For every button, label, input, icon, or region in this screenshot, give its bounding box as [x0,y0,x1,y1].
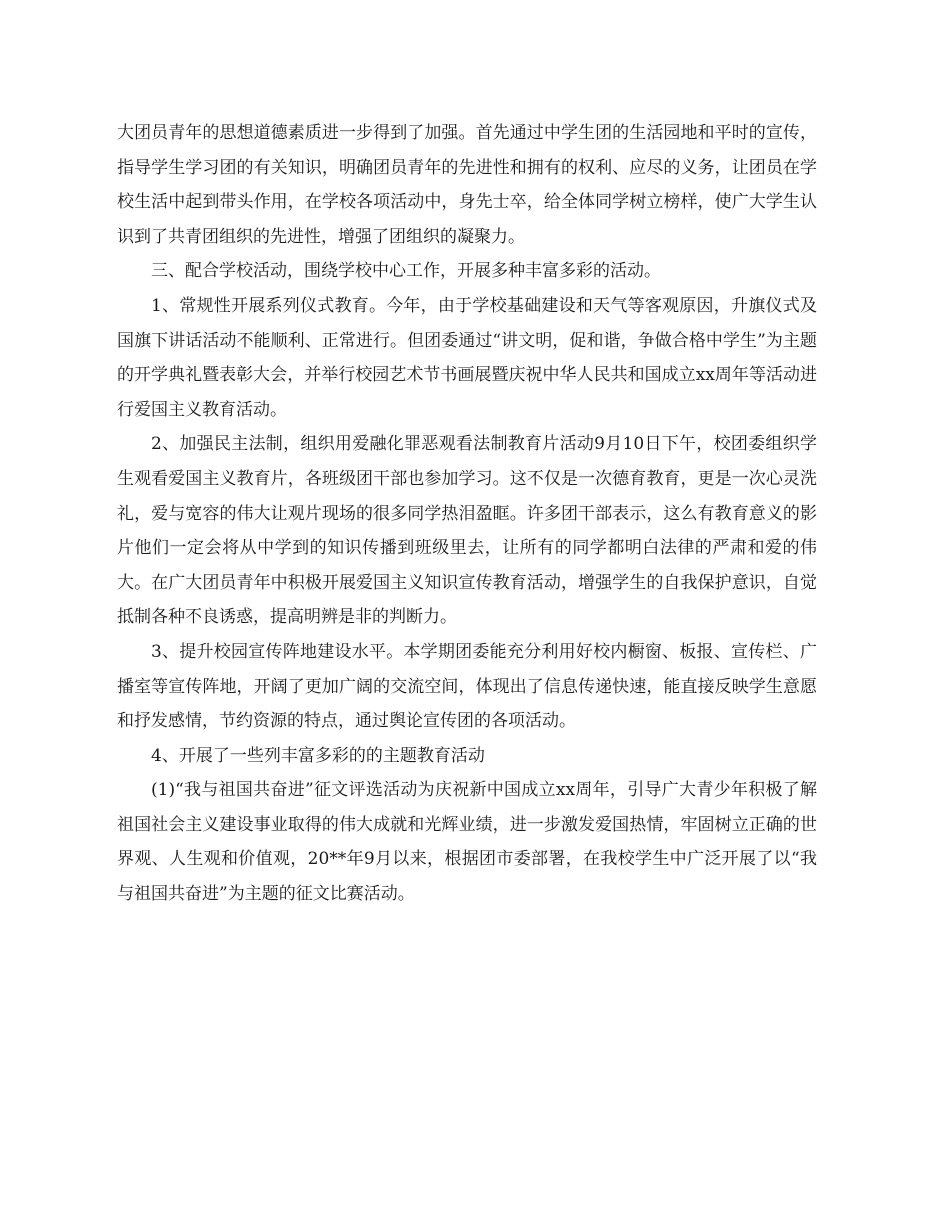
paragraph-continuation: 大团员青年的思想道德素质进一步得到了加强。首先通过中学生团的生活园地和平时的宣传，指导学生学习团的有关知识，明确团员青年的先进性和拥有的权利、应尽的义务，让团员在学校生活中起到带头作用，在学校各项活动中，身先士卒，给全体同学树立榜样，使广大学生认识到了共青团组织的先进性，增强了团组织的凝聚力。 [117,123,817,247]
document-body [117,116,817,912]
paragraph-item-1: 1、常规性开展系列仪式教育。今年，由于学校基础建设和天气等客观原因，升旗仪式及国旗下讲话活动不能顺利、正常进行。但团委通过“讲文明，促和谐，争做合格中学生”为主题的开学典礼暨表彰大会，并举行校园艺术节书画展暨庆祝中华人民共和国成立xx周年等活动进行爱国主义教育活动。 [117,295,817,420]
paragraph-sub-item-1: (1)“我与祖国共奋进”征文评选活动为庆祝新中国成立xx周年，引导广大青少年积极了解祖国社会主义建设事业取得的伟大成就和光辉业绩，进一步激发爱国热情，牢固树立正确的世界观、人生观和价值观，20**年9月以来，根据团市委部署，在我校学生中广泛开展了以“我与祖国共奋进”为主题的征文比赛活动。 [117,780,817,905]
paragraph-item-2: 2、加强民主法制，组织用爱融化罪恶观看法制教育片活动9月10日下午，校团委组织学生观看爱国主义教育片，各班级团干部也参加学习。这不仅是一次德育教育，更是一次心灵洗礼，爱与宽容的伟大让观片现场的很多同学热泪盈眶。许多团干部表示，这么有教育意义的影片他们一定会将从中学到的知识传播到班级里去，让所有的同学都明白法律的严肃和爱的伟大。在广大团员青年中积极开展爱国主义知识宣传教育活动，增强学生的自我保护意识，自觉抵制各种不良诱惑，提高明辨是非的判断力。 [117,434,817,628]
paragraph-item-4: 4、开展了一些列丰富多彩的的主题教育活动 [151,745,485,766]
paragraph-item-3: 3、提升校园宣传阵地建设水平。本学期团委能充分利用好校内橱窗、板报、宣传栏、广播室等宣传阵地，开阔了更加广阔的交流空间，体现出了信息传递快速，能直接反映学生意愿和抒发感情，节约资源的特点，通过舆论宣传团的各项活动。 [117,641,817,732]
paragraph-section-three-heading: 三、配合学校活动，围绕学校中心工作，开展多种丰富多彩的活动。 [151,261,661,282]
